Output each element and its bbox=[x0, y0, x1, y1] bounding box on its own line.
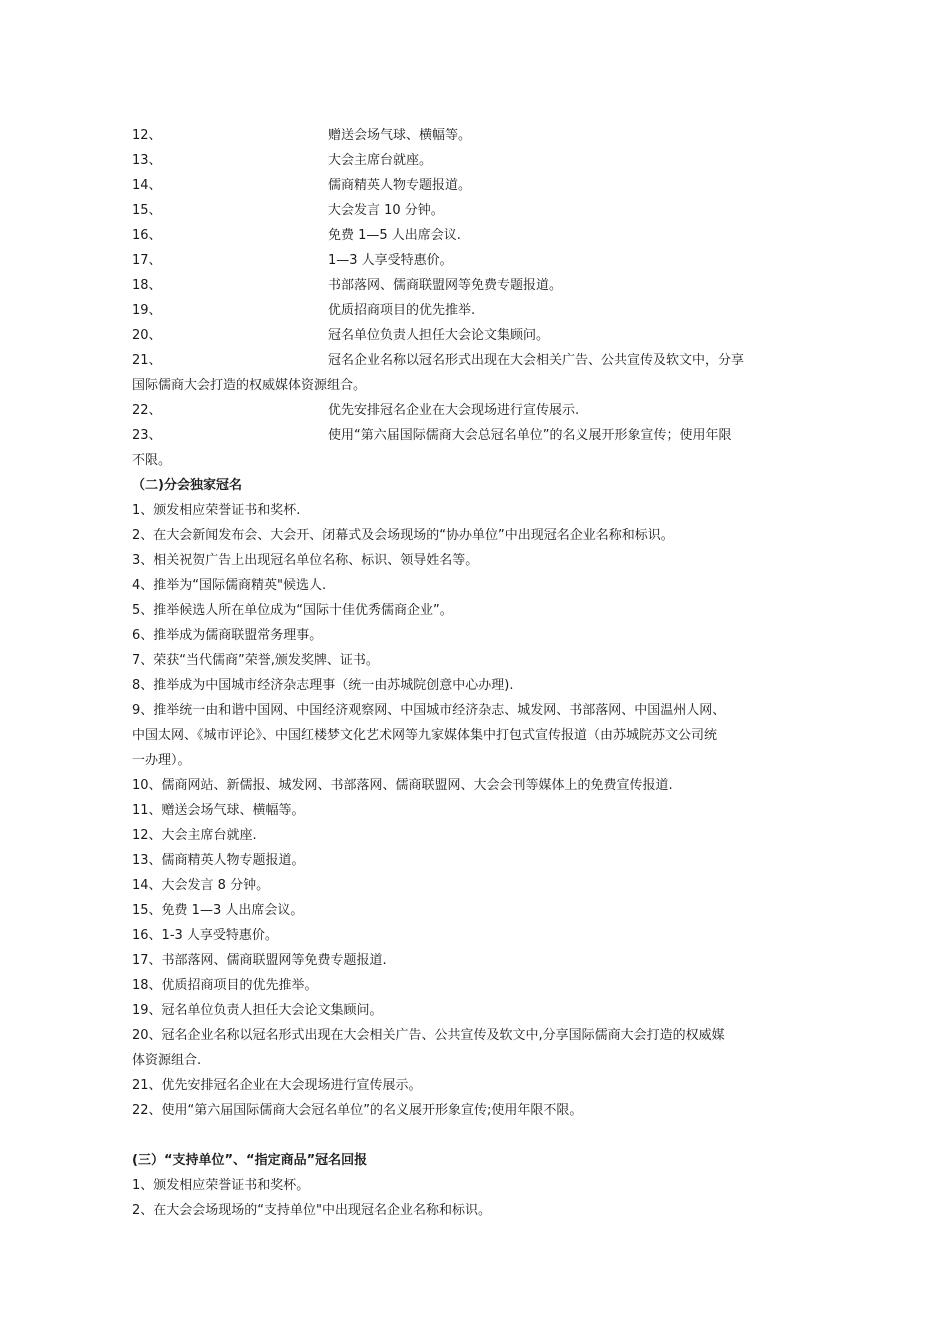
item-number: 15、 bbox=[132, 203, 162, 218]
item-text: 冠名单位负责人担任大会论文集顾问。 bbox=[328, 328, 550, 343]
list-item: 18、优质招商项目的优先推举。 bbox=[132, 978, 318, 993]
paragraph-spacer bbox=[132, 1123, 792, 1148]
item-text: 优先安排冠名企业在大会现场进行宣传展示. bbox=[328, 403, 580, 418]
list-item: 2、在大会会场现场的“支持单位"中出现冠名企业名称和标识。 bbox=[132, 1203, 491, 1218]
list-item bbox=[132, 273, 792, 298]
item-number: 17、 bbox=[132, 253, 162, 268]
list-item: 1、颁发相应荣誉证书和奖杯。 bbox=[132, 1178, 310, 1193]
item-text: 冠名企业名称以冠名形式出现在大会相关广告、公共宣传及软文中，分享 bbox=[328, 353, 745, 368]
item-number: 14、 bbox=[132, 178, 162, 193]
list-item: 16、1-3 人享受特惠价。 bbox=[132, 928, 278, 943]
section-heading: (三）“支持单位”、“指定商品”冠名回报 bbox=[132, 1153, 368, 1168]
item-number: 21、 bbox=[132, 353, 162, 368]
item-text: 免费 1—5 人出席会议. bbox=[328, 228, 461, 243]
item-number: 16、 bbox=[132, 228, 162, 243]
item-text: 大会发言 10 分钟。 bbox=[328, 203, 444, 218]
list-item bbox=[132, 173, 792, 198]
item-number: 13、 bbox=[132, 153, 162, 168]
list-item: 10、儒商网站、新儒报、城发网、书部落网、儒商联盟网、大会会刊等媒体上的免费宣传报道. bbox=[132, 778, 673, 793]
list-item-continued: 一办理）。 bbox=[132, 753, 191, 768]
list-item: 3、相关祝贺广告上出现冠名单位名称、标识、领导姓名等。 bbox=[132, 553, 479, 568]
list-item: 17、书部落网、儒商联盟网等免费专题报道. bbox=[132, 953, 387, 968]
list-item bbox=[132, 423, 792, 473]
item-text: 书部落网、儒商联盟网等免费专题报道。 bbox=[328, 278, 563, 293]
item-number: 22、 bbox=[132, 403, 162, 418]
item-text: 大会主席台就座。 bbox=[328, 153, 433, 168]
item-number: 19、 bbox=[132, 303, 162, 318]
list-item bbox=[132, 148, 792, 173]
list-item: 13、儒商精英人物专题报道。 bbox=[132, 853, 305, 868]
item-text: 使用“第六届国际儒商大会总冠名单位”的名义展开形象宣传；使用年限 bbox=[328, 428, 732, 443]
list-item bbox=[132, 348, 792, 398]
list-item: 14、大会发言 8 分钟。 bbox=[132, 878, 270, 893]
list-item: 8、推举成为中国城市经济杂志理事（统一由苏城院创意中心办理). bbox=[132, 678, 514, 693]
item-text: 儒商精英人物专题报道。 bbox=[328, 178, 472, 193]
list-item: 4、推举为“国际儒商精英"候选人. bbox=[132, 578, 327, 593]
item-number: 20、 bbox=[132, 328, 162, 343]
list-item: 12、大会主席台就座. bbox=[132, 828, 257, 843]
list-item bbox=[132, 323, 792, 348]
item-number: 18、 bbox=[132, 278, 162, 293]
list-item: 6、推举成为儒商联盟常务理事。 bbox=[132, 628, 323, 643]
list-item: 21、优先安排冠名企业在大会现场进行宣传展示。 bbox=[132, 1078, 422, 1093]
item-text-continued: 国际儒商大会打造的权威媒体资源组合。 bbox=[132, 378, 367, 393]
list-item: 22、使用“第六届国际儒商大会冠名单位”的名义展开形象宣传;使用年限不限。 bbox=[132, 1103, 583, 1118]
list-item: 7、荣获“当代儒商”荣誉,颁发奖牌、证书。 bbox=[132, 653, 379, 668]
list-item bbox=[132, 248, 792, 273]
list-item: 20、冠名企业名称以冠名形式出现在大会相关广告、公共宣传及软文中,分享国际儒商大会打造的权威媒 bbox=[132, 1028, 725, 1043]
item-text: 优质招商项目的优先推举. bbox=[328, 303, 476, 318]
list-item bbox=[132, 398, 792, 423]
list-item bbox=[132, 198, 792, 223]
list-item bbox=[132, 298, 792, 323]
list-item: 19、冠名单位负责人担任大会论文集顾问。 bbox=[132, 1003, 383, 1018]
list-item: 15、免费 1—3 人出席会议。 bbox=[132, 903, 304, 918]
section-heading: （二)分会独家冠名 bbox=[132, 478, 242, 493]
list-item: 2、在大会新闻发布会、大会开、闭幕式及会场现场的“协办单位”中出现冠名企业名称和标识。 bbox=[132, 528, 674, 543]
item-number: 12、 bbox=[132, 128, 162, 143]
item-text-continued: 不限。 bbox=[132, 453, 172, 468]
list-item: 9、推举统一由和谐中国网、中国经济观察网、中国城市经济杂志、城发网、书部落网、中国温州人网、 bbox=[132, 703, 726, 718]
document-body bbox=[132, 123, 792, 1223]
list-item bbox=[132, 223, 792, 248]
list-item-continued: 体资源组合. bbox=[132, 1053, 202, 1068]
item-number: 23、 bbox=[132, 428, 162, 443]
list-item bbox=[132, 123, 792, 148]
item-text: 赠送会场气球、横幅等。 bbox=[328, 128, 472, 143]
list-item-continued: 中国太网、《城市评论》、中国红楼梦文化艺术网等九家媒体集中打包式宣传报道（由苏城院苏文公司统 bbox=[132, 728, 718, 743]
item-text: 1—3 人享受特惠价。 bbox=[328, 253, 453, 268]
list-item: 11、赠送会场气球、横幅等。 bbox=[132, 803, 305, 818]
list-item: 1、颁发相应荣誉证书和奖杯. bbox=[132, 503, 301, 518]
list-item: 5、推举候选人所在单位成为“国际十佳优秀儒商企业”。 bbox=[132, 603, 453, 618]
